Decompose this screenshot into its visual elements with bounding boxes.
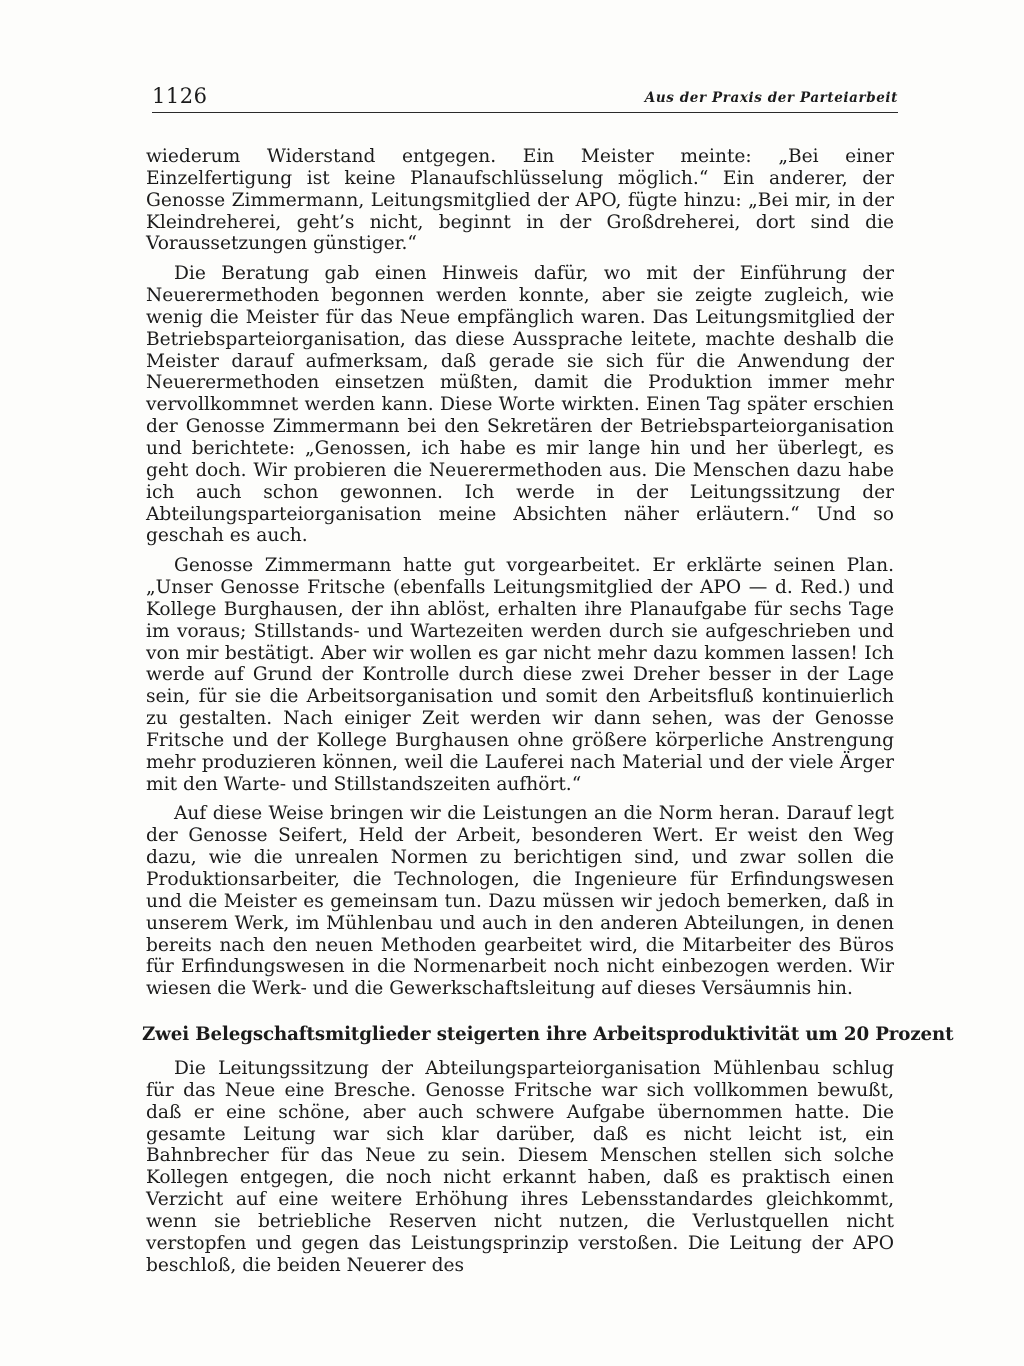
running-title: Aus der Praxis der Parteiarbeit bbox=[644, 90, 898, 106]
paragraph-5: Die Leitungssitzung der Abteilungsparteiorganisation Mühlenbau schlug für das Neue eine Bresche. Genosse Fritsche war sich vollkommen bewußt, daß er eine schöne, aber auch schwere Aufgabe übernommen hatte. Die gesamte Leitung war sich klar darüber, daß es nicht leicht ist, ein Bahnbrecher für das Neue zu sein. Diesem Menschen stellen sich solche Kollegen entgegen, die noch nicht erkannt haben, daß es praktisch einen Verzicht auf eine weitere Erhöhung ihres Lebensstandardes gleichkommt, wenn sie betriebliche Reserven nicht nutzen, die Verlustquellen nicht verstopfen und gegen das Leistungsprinzip verstoßen. Die Leitung der APO beschloß, die beiden Neuerer des bbox=[146, 1058, 894, 1276]
page-header bbox=[152, 82, 898, 113]
paragraph-2: Die Beratung gab einen Hinweis dafür, wo mit der Einführung der Neuerermethoden begonnen werden konnte, aber sie zeigte zugleich, wie wenig die Meister für das Neue empfänglich waren. Das Leitungsmitglied der Betriebsparteiorganisation, das diese Aussprache leitete, machte deshalb die Meister darauf aufmerksam, daß gerade sie sich für die Anwendung der Neuerermethoden einsetzen müßten, damit die Produktion immer mehr vervollkommnet werden kann. Diese Worte wirkten. Einen Tag später erschien der Genosse Zimmermann bei den Sekretären der Betriebsparteiorganisation und berichtete: „Genossen, ich habe es mir lange hin und her überlegt, es geht doch. Wir probieren die Neuerermethoden aus. Die Menschen dazu habe ich auch schon gewonnen. Ich werde in der Leitungssitzung der Abteilungsparteiorganisation meine Absichten näher erläutern.“ Und so geschah es auch. bbox=[146, 263, 894, 547]
article-body bbox=[142, 146, 954, 1285]
paragraph-1: wiederum Widerstand entgegen. Ein Meister meinte: „Bei einer Einzelfertigung ist keine Planaufschlüsselung möglich.“ Ein anderer, der Genosse Zimmermann, Leitungsmitglied der APO, fügte hinzu: „Bei mir, in der Kleindreherei, geht’s nicht, beginnt in der Großdreherei, dort sind die Voraussetzungen günstiger.“ bbox=[146, 146, 894, 255]
page-number: 1126 bbox=[152, 84, 208, 108]
paragraph-4: Auf diese Weise bringen wir die Leistungen an die Norm heran. Darauf legt der Genosse Seifert, Held der Arbeit, besonderen Wert. Er weist den Weg dazu, wie die unrealen Normen zu berichtigen sind, und zwar sollen die Produktionsarbeiter, die Technologen, die Ingenieure für Erfindungswesen und die Meister es gemeinsam tun. Dazu müssen wir jedoch bemerken, daß in unserem Werk, im Mühlenbau und auch in den anderen Abteilungen, in denen bereits nach den neuen Methoden gearbeitet wird, die Mitarbeiter des Büros für Erfindungswesen in die Normenarbeit noch nicht einbezogen werden. Wir wiesen die Werk- und die Gewerkschaftsleitung auf dieses Versäumnis hin. bbox=[146, 803, 894, 1000]
paragraph-3: Genosse Zimmermann hatte gut vorgearbeitet. Er erklärte seinen Plan. „Unser Genosse Fritsche (ebenfalls Leitungsmitglied der APO — d. Red.) und Kollege Burghausen, der ihn ablöst, erhalten ihre Planaufgabe für sechs Tage im voraus; Stillstands- und Wartezeiten werden durch sie aufgeschrieben und von mir bestätigt. Aber wir wollen es gar nicht mehr dazu kommen lassen! Ich werde auf Grund der Kontrolle durch diese zwei Dreher besser in der Lage sein, für sie die Arbeitsorganisation und somit den Arbeitsfluß kontinuierlich zu gestalten. Nach einiger Zeit werden wir dann sehen, was der Genosse Fritsche und der Kollege Burghausen ohne größere körperliche Anstrengung mehr produzieren können, weil die Lauferei nach Material und der viele Ärger mit den Warte- und Stillstandszeiten aufhört.“ bbox=[146, 555, 894, 795]
section-heading: Zwei Belegschaftsmitglieder steigerten ihre Arbeitsproduktivität um 20 Prozent bbox=[142, 1024, 954, 1046]
